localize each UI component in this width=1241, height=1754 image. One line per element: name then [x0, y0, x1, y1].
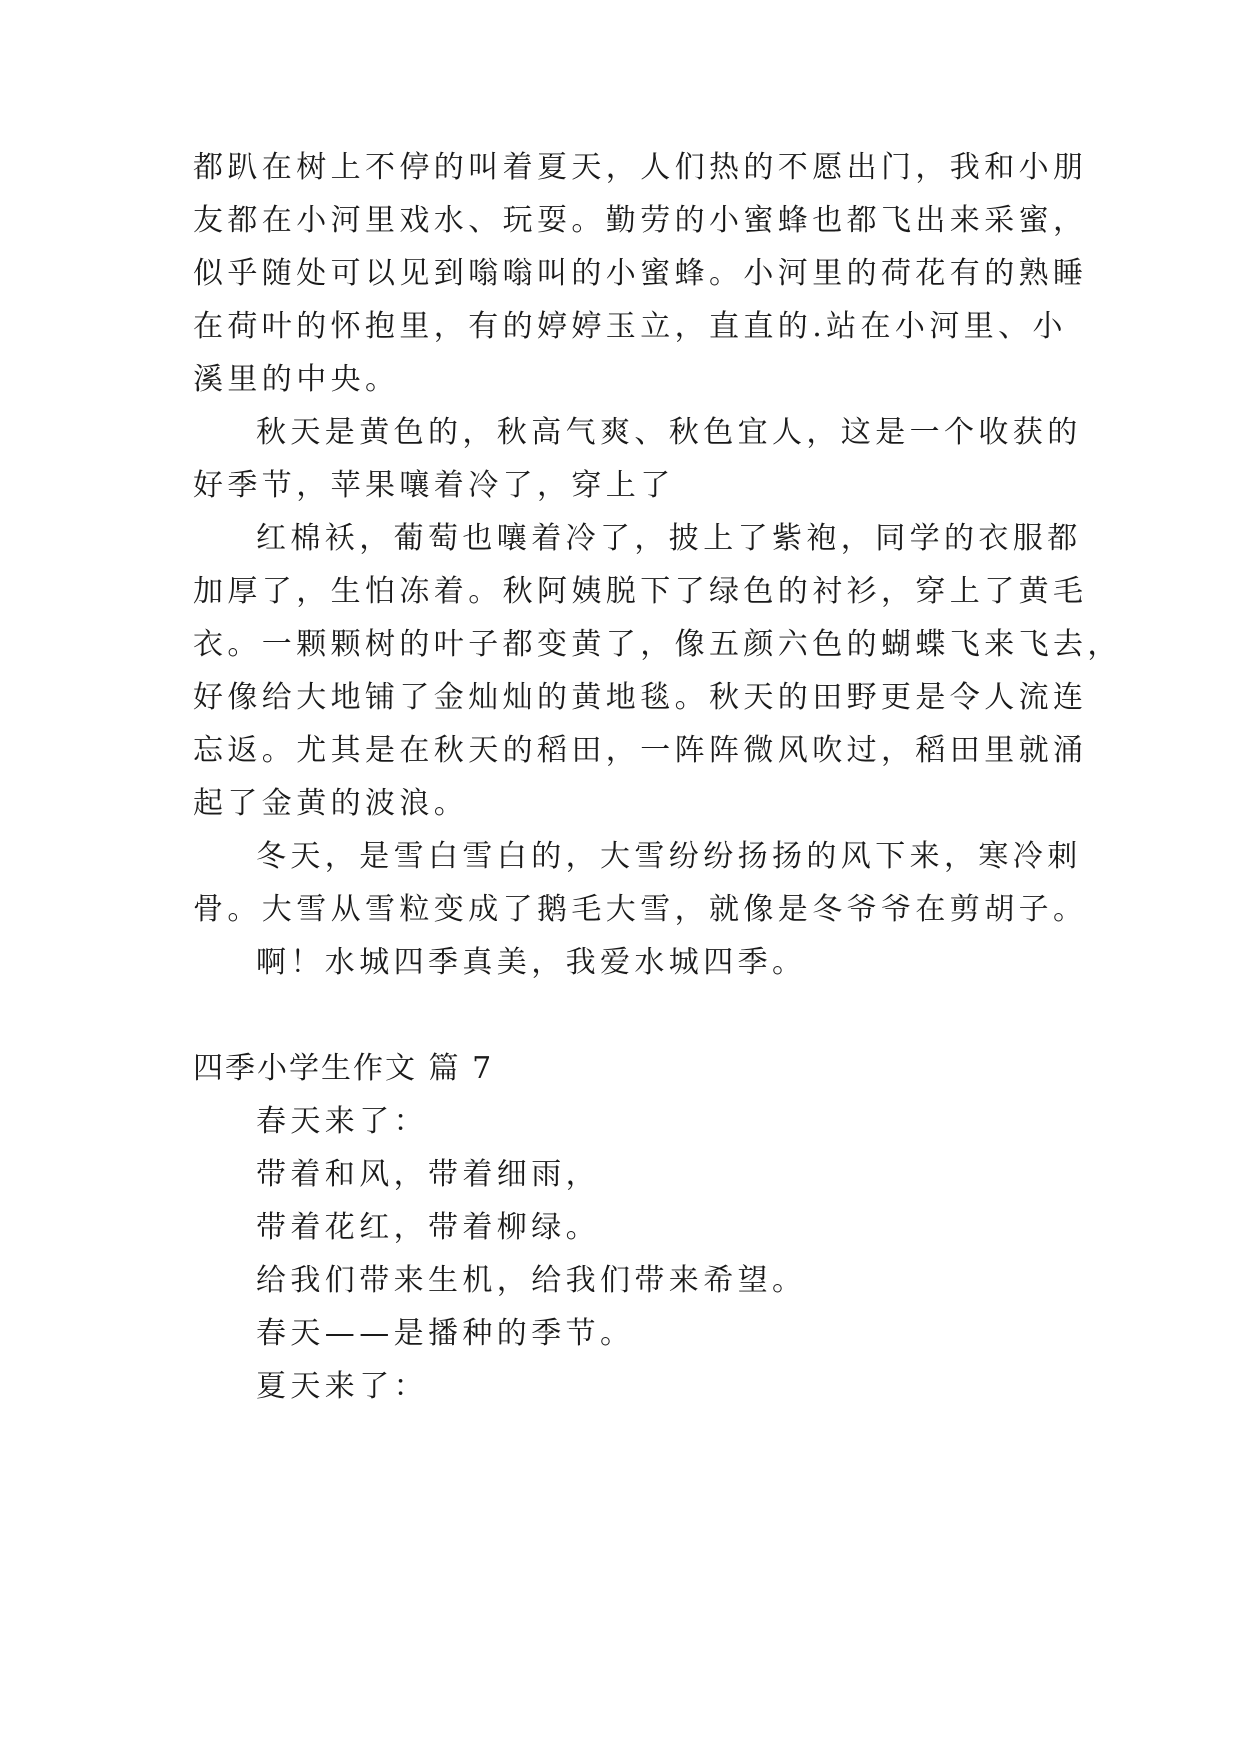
poem-line: 夏天来了：: [256, 1369, 428, 1404]
text-line: 都趴在树上不停的叫着夏天，人们热的不愿出门，我和小朋: [193, 150, 1088, 185]
text-line: 友都在小河里戏水、玩耍。勤劳的小蜜蜂也都飞出来采蜜，: [193, 203, 1088, 238]
text-line: 溪里的中央。: [193, 362, 400, 397]
text-line: 啊！水城四季真美，我爱水城四季。: [256, 945, 807, 980]
poem-line: 春天——是播种的季节。: [256, 1316, 635, 1351]
text-line: 在荷叶的怀抱里，有的婷婷玉立，直直的.站在小河里、小: [193, 309, 1067, 344]
poem-line: 春天来了：: [256, 1104, 428, 1139]
text-line: 好季节，苹果嚷着冷了，穿上了: [193, 468, 675, 503]
text-line: 冬天，是雪白雪白的，大雪纷纷扬扬的风下来，寒冷刺: [256, 839, 1082, 874]
poem-line: 带着和风，带着细雨，: [256, 1157, 600, 1192]
text-line: 秋天是黄色的，秋高气爽、秋色宜人，这是一个收获的: [256, 415, 1082, 450]
text-line: 衣。一颗颗树的叶子都变黄了，像五颜六色的蝴蝶飞来飞去，: [193, 627, 1122, 662]
text-line: 起了金黄的波浪。: [193, 786, 469, 821]
text-line: 红棉袄，葡萄也嚷着冷了，披上了紫袍，同学的衣服都: [256, 521, 1082, 556]
section-heading: 四季小学生作文 篇 7: [193, 1051, 494, 1086]
text-line: 好像给大地铺了金灿灿的黄地毯。秋天的田野更是令人流连: [193, 680, 1088, 715]
text-line: 骨。大雪从雪粒变成了鹅毛大雪，就像是冬爷爷在剪胡子。: [193, 892, 1088, 927]
text-line: 忘返。尤其是在秋天的稻田，一阵阵微风吹过，稻田里就涌: [193, 733, 1088, 768]
poem-line: 给我们带来生机，给我们带来希望。: [256, 1263, 807, 1298]
text-line: 加厚了，生怕冻着。秋阿姨脱下了绿色的衬衫，穿上了黄毛: [193, 574, 1088, 609]
poem-line: 带着花红，带着柳绿。: [256, 1210, 600, 1245]
text-line: 似乎随处可以见到嗡嗡叫的小蜜蜂。小河里的荷花有的熟睡: [193, 256, 1088, 291]
